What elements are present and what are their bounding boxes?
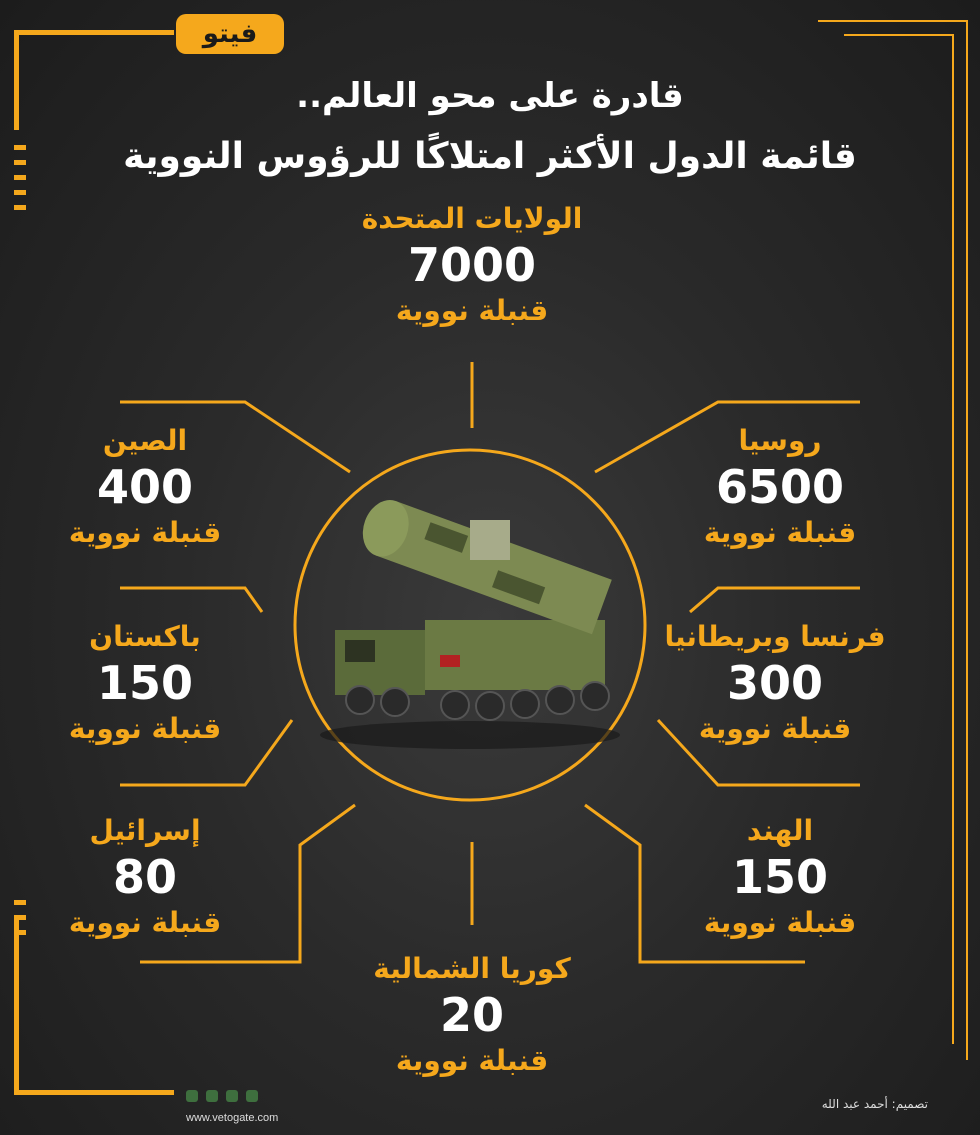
country-name: باكستان [89, 620, 201, 653]
warhead-unit: قنبلة نووية [395, 1044, 549, 1077]
warhead-count: 150 [731, 850, 829, 904]
footer-credit: تصميم: أحمد عبد الله [821, 1097, 928, 1111]
warhead-unit: قنبلة نووية [698, 712, 852, 745]
country-block-usa [322, 200, 622, 330]
country-name: روسيا [738, 424, 822, 457]
country-block-china [40, 422, 250, 552]
warhead-unit: قنبلة نووية [68, 906, 222, 939]
title-line-2: قائمة الدول الأكثر امتلاكًا للرؤوس النووية [123, 136, 857, 177]
social-icons [186, 1090, 258, 1102]
warhead-unit: قنبلة نووية [703, 516, 857, 549]
warhead-count: 7000 [407, 238, 537, 292]
title-line-1: قادرة على محو العالم.. [296, 76, 684, 116]
warhead-count: 6500 [715, 460, 845, 514]
country-block-india [680, 812, 880, 942]
footer-website: www.vetogate.com [186, 1112, 279, 1124]
logo: فيتو [176, 14, 284, 54]
warhead-count: 150 [96, 656, 194, 710]
youtube-icon [226, 1090, 238, 1102]
facebook-icon [186, 1090, 198, 1102]
country-name: كوريا الشمالية [373, 952, 571, 985]
warhead-unit: قنبلة نووية [68, 516, 222, 549]
missile-launcher-image [320, 494, 620, 749]
country-block-russia [680, 422, 880, 552]
warhead-unit: قنبلة نووية [68, 712, 222, 745]
warhead-unit: قنبلة نووية [395, 294, 549, 327]
country-block-pakistan [40, 618, 250, 748]
warhead-count: 80 [112, 850, 177, 904]
country-name: الهند [746, 814, 814, 847]
country-block-france-uk [660, 618, 890, 748]
country-name: الصين [102, 424, 188, 457]
instagram-icon [246, 1090, 258, 1102]
country-name: الولايات المتحدة [361, 202, 583, 235]
twitter-icon [206, 1090, 218, 1102]
warhead-count: 20 [439, 988, 504, 1042]
warhead-count: 300 [726, 656, 824, 710]
country-name: فرنسا وبريطانيا [664, 620, 886, 653]
country-name: إسرائيل [89, 814, 201, 847]
warhead-unit: قنبلة نووية [703, 906, 857, 939]
country-block-israel [40, 812, 250, 942]
warhead-count: 400 [96, 460, 194, 514]
country-block-north-korea [322, 950, 622, 1080]
